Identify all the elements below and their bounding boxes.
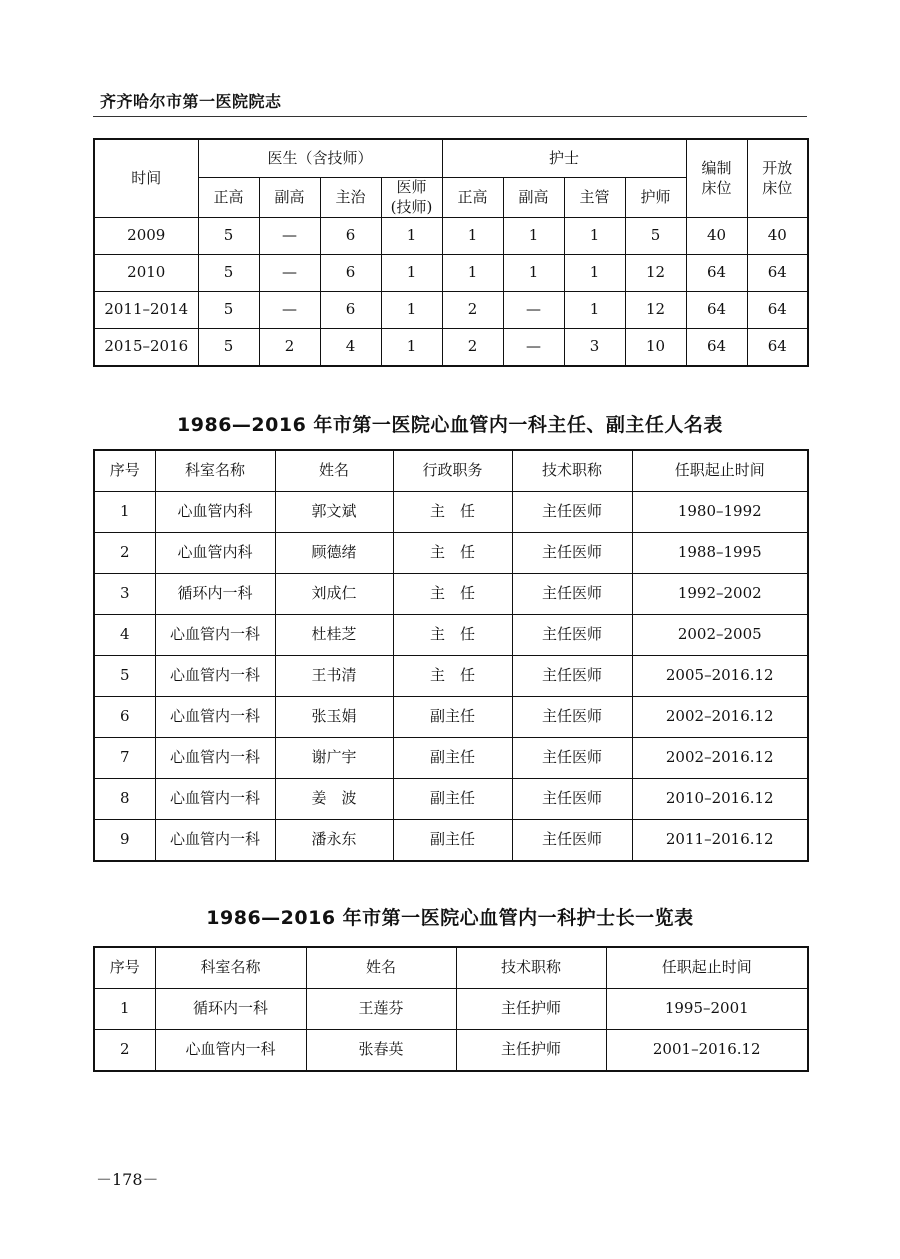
table-cell: 4 bbox=[320, 329, 381, 367]
doctor-col-header: 主治 bbox=[320, 178, 381, 218]
table-cell: 1 bbox=[381, 218, 442, 255]
table-cell: 主 任 bbox=[393, 492, 512, 533]
nurse-col-header: 主管 bbox=[564, 178, 625, 218]
table-cell: 10 bbox=[625, 329, 686, 367]
director-table-title: 1986—2016 年市第一医院心血管内一科主任、副主任人名表 bbox=[177, 414, 723, 436]
table-cell: 主 任 bbox=[393, 533, 512, 574]
table-row bbox=[94, 492, 808, 533]
table-cell: 64 bbox=[686, 329, 747, 367]
time-header: 时间 bbox=[94, 139, 198, 218]
director-table bbox=[93, 449, 809, 862]
table-cell: 64 bbox=[686, 292, 747, 329]
table-cell: 5 bbox=[198, 255, 259, 292]
table-cell: 5 bbox=[198, 218, 259, 255]
table-cell: 1980–1992 bbox=[632, 492, 808, 533]
table-cell: 潘永东 bbox=[275, 820, 393, 862]
table-cell: 40 bbox=[686, 218, 747, 255]
table-cell: 循环内一科 bbox=[155, 574, 275, 615]
table-cell: 副主任 bbox=[393, 697, 512, 738]
table-cell: 12 bbox=[625, 292, 686, 329]
column-header: 任职起止时间 bbox=[632, 450, 808, 492]
nurse-group-header: 护士 bbox=[442, 139, 686, 178]
table-cell: 姜 波 bbox=[275, 779, 393, 820]
table-row bbox=[94, 255, 808, 292]
table-cell: 64 bbox=[747, 329, 808, 367]
column-header: 行政职务 bbox=[393, 450, 512, 492]
table-cell: 主任医师 bbox=[512, 820, 632, 862]
head-nurse-table bbox=[93, 946, 809, 1072]
column-header: 科室名称 bbox=[155, 947, 306, 989]
column-header: 姓名 bbox=[275, 450, 393, 492]
table-cell: 心血管内一科 bbox=[155, 779, 275, 820]
table-cell: 1 bbox=[564, 255, 625, 292]
table-cell: 3 bbox=[564, 329, 625, 367]
table-cell: 心血管内一科 bbox=[155, 697, 275, 738]
table-cell: 2 bbox=[94, 533, 155, 574]
column-header: 序号 bbox=[94, 947, 155, 989]
header-row bbox=[94, 450, 808, 492]
table-cell: 1 bbox=[442, 218, 503, 255]
table-cell: — bbox=[259, 255, 320, 292]
table-cell: 12 bbox=[625, 255, 686, 292]
row-time-cell: 2015–2016 bbox=[94, 329, 198, 367]
table-cell: 主 任 bbox=[393, 615, 512, 656]
table-cell: 2010–2016.12 bbox=[632, 779, 808, 820]
column-header: 姓名 bbox=[306, 947, 456, 989]
table-row bbox=[94, 533, 808, 574]
table-cell: 副主任 bbox=[393, 820, 512, 862]
table-cell: 1 bbox=[442, 255, 503, 292]
table-cell: 杜桂芝 bbox=[275, 615, 393, 656]
table-cell: 王莲芬 bbox=[306, 989, 456, 1030]
staffing-table bbox=[93, 138, 809, 367]
open-beds-header: 开放 床位 bbox=[747, 139, 808, 218]
table-cell: 心血管内一科 bbox=[155, 1030, 306, 1072]
head-nurse-table-body bbox=[94, 947, 808, 1071]
table-cell: 2002–2016.12 bbox=[632, 697, 808, 738]
table-cell: 5 bbox=[94, 656, 155, 697]
table-row bbox=[94, 615, 808, 656]
table-cell: — bbox=[259, 218, 320, 255]
header-row bbox=[94, 947, 808, 989]
table-cell: 主任医师 bbox=[512, 779, 632, 820]
table-cell: 9 bbox=[94, 820, 155, 862]
table-cell: 2 bbox=[442, 292, 503, 329]
table-cell: 心血管内一科 bbox=[155, 820, 275, 862]
table-cell: 7 bbox=[94, 738, 155, 779]
bed-quota-header: 编制 床位 bbox=[686, 139, 747, 218]
header-rule bbox=[93, 116, 807, 117]
table-cell: 主任医师 bbox=[512, 697, 632, 738]
table-cell: 1 bbox=[564, 218, 625, 255]
table-row bbox=[94, 820, 808, 862]
director-table-body bbox=[94, 450, 808, 861]
staffing-table-body bbox=[94, 139, 808, 366]
doctor-col-header: 正高 bbox=[198, 178, 259, 218]
table-cell: 主任护师 bbox=[456, 989, 606, 1030]
table-row bbox=[94, 779, 808, 820]
table-cell: 刘成仁 bbox=[275, 574, 393, 615]
page-number: －178－ bbox=[96, 1170, 159, 1189]
table-cell: 顾德绪 bbox=[275, 533, 393, 574]
table-cell: 副主任 bbox=[393, 738, 512, 779]
table-cell: 谢广宇 bbox=[275, 738, 393, 779]
table-cell: 主任医师 bbox=[512, 574, 632, 615]
table-cell: 1 bbox=[94, 492, 155, 533]
table-cell: 2001–2016.12 bbox=[606, 1030, 808, 1072]
doctor-col-header: 副高 bbox=[259, 178, 320, 218]
table-cell: 主 任 bbox=[393, 574, 512, 615]
table-cell: 主任医师 bbox=[512, 492, 632, 533]
table-cell: 副主任 bbox=[393, 779, 512, 820]
column-header: 序号 bbox=[94, 450, 155, 492]
table-cell: 40 bbox=[747, 218, 808, 255]
table-cell: 4 bbox=[94, 615, 155, 656]
table-cell: — bbox=[259, 292, 320, 329]
row-time-cell: 2011–2014 bbox=[94, 292, 198, 329]
nurse-col-header: 护师 bbox=[625, 178, 686, 218]
nurse-col-header: 副高 bbox=[503, 178, 564, 218]
table-row bbox=[94, 989, 808, 1030]
row-time-cell: 2010 bbox=[94, 255, 198, 292]
table-cell: 2002–2016.12 bbox=[632, 738, 808, 779]
table-cell: 1 bbox=[94, 989, 155, 1030]
table-cell: 5 bbox=[198, 292, 259, 329]
table-cell: 2 bbox=[442, 329, 503, 367]
column-header: 任职起止时间 bbox=[606, 947, 808, 989]
table-cell: 1992–2002 bbox=[632, 574, 808, 615]
nurse-col-header: 正高 bbox=[442, 178, 503, 218]
column-header: 技术职称 bbox=[512, 450, 632, 492]
table-cell: 1 bbox=[381, 292, 442, 329]
table-cell: 5 bbox=[198, 329, 259, 367]
table-cell: 王书清 bbox=[275, 656, 393, 697]
table-cell: 64 bbox=[747, 255, 808, 292]
table-row bbox=[94, 656, 808, 697]
column-header: 科室名称 bbox=[155, 450, 275, 492]
table-cell: 1988–1995 bbox=[632, 533, 808, 574]
table-cell: 郭文斌 bbox=[275, 492, 393, 533]
table-cell: 2 bbox=[259, 329, 320, 367]
table-cell: 心血管内科 bbox=[155, 492, 275, 533]
row-time-cell: 2009 bbox=[94, 218, 198, 255]
table-cell: 张春英 bbox=[306, 1030, 456, 1072]
table-cell: 64 bbox=[747, 292, 808, 329]
table-row bbox=[94, 218, 808, 255]
doctor-group-header: 医生（含技师） bbox=[198, 139, 442, 178]
table-cell: 6 bbox=[320, 255, 381, 292]
table-cell: 主任护师 bbox=[456, 1030, 606, 1072]
table-cell: 1 bbox=[381, 255, 442, 292]
doctor-col-header: 医师 (技师) bbox=[381, 178, 442, 218]
table-cell: 6 bbox=[320, 292, 381, 329]
running-header: 齐齐哈尔市第一医院院志 bbox=[100, 92, 282, 111]
table-row bbox=[94, 738, 808, 779]
table-cell: 心血管内科 bbox=[155, 533, 275, 574]
table-cell: 6 bbox=[320, 218, 381, 255]
table-cell: 1995–2001 bbox=[606, 989, 808, 1030]
table-cell: 1 bbox=[503, 255, 564, 292]
table-row bbox=[94, 292, 808, 329]
table-cell: 张玉娟 bbox=[275, 697, 393, 738]
table-cell: 主任医师 bbox=[512, 615, 632, 656]
table-cell: 心血管内一科 bbox=[155, 656, 275, 697]
table-cell: 主任医师 bbox=[512, 533, 632, 574]
table-cell: 循环内一科 bbox=[155, 989, 306, 1030]
table-cell: 心血管内一科 bbox=[155, 615, 275, 656]
table-cell: 3 bbox=[94, 574, 155, 615]
table-cell: 2002–2005 bbox=[632, 615, 808, 656]
table-cell: 主 任 bbox=[393, 656, 512, 697]
table-cell: 主任医师 bbox=[512, 738, 632, 779]
head-nurse-table-title: 1986—2016 年市第一医院心血管内一科护士长一览表 bbox=[206, 907, 694, 929]
table-row bbox=[94, 329, 808, 367]
table-cell: — bbox=[503, 292, 564, 329]
table-row bbox=[94, 574, 808, 615]
column-header: 技术职称 bbox=[456, 947, 606, 989]
table-cell: 2 bbox=[94, 1030, 155, 1072]
table-cell: 5 bbox=[625, 218, 686, 255]
table-cell: 2005–2016.12 bbox=[632, 656, 808, 697]
table-cell: 8 bbox=[94, 779, 155, 820]
table-cell: 2011–2016.12 bbox=[632, 820, 808, 862]
table-row bbox=[94, 697, 808, 738]
table-cell: 心血管内一科 bbox=[155, 738, 275, 779]
table-cell: 1 bbox=[503, 218, 564, 255]
table-cell: — bbox=[503, 329, 564, 367]
table-cell: 64 bbox=[686, 255, 747, 292]
table-cell: 主任医师 bbox=[512, 656, 632, 697]
table-row bbox=[94, 1030, 808, 1072]
table-cell: 1 bbox=[381, 329, 442, 367]
table-cell: 6 bbox=[94, 697, 155, 738]
table-cell: 1 bbox=[564, 292, 625, 329]
